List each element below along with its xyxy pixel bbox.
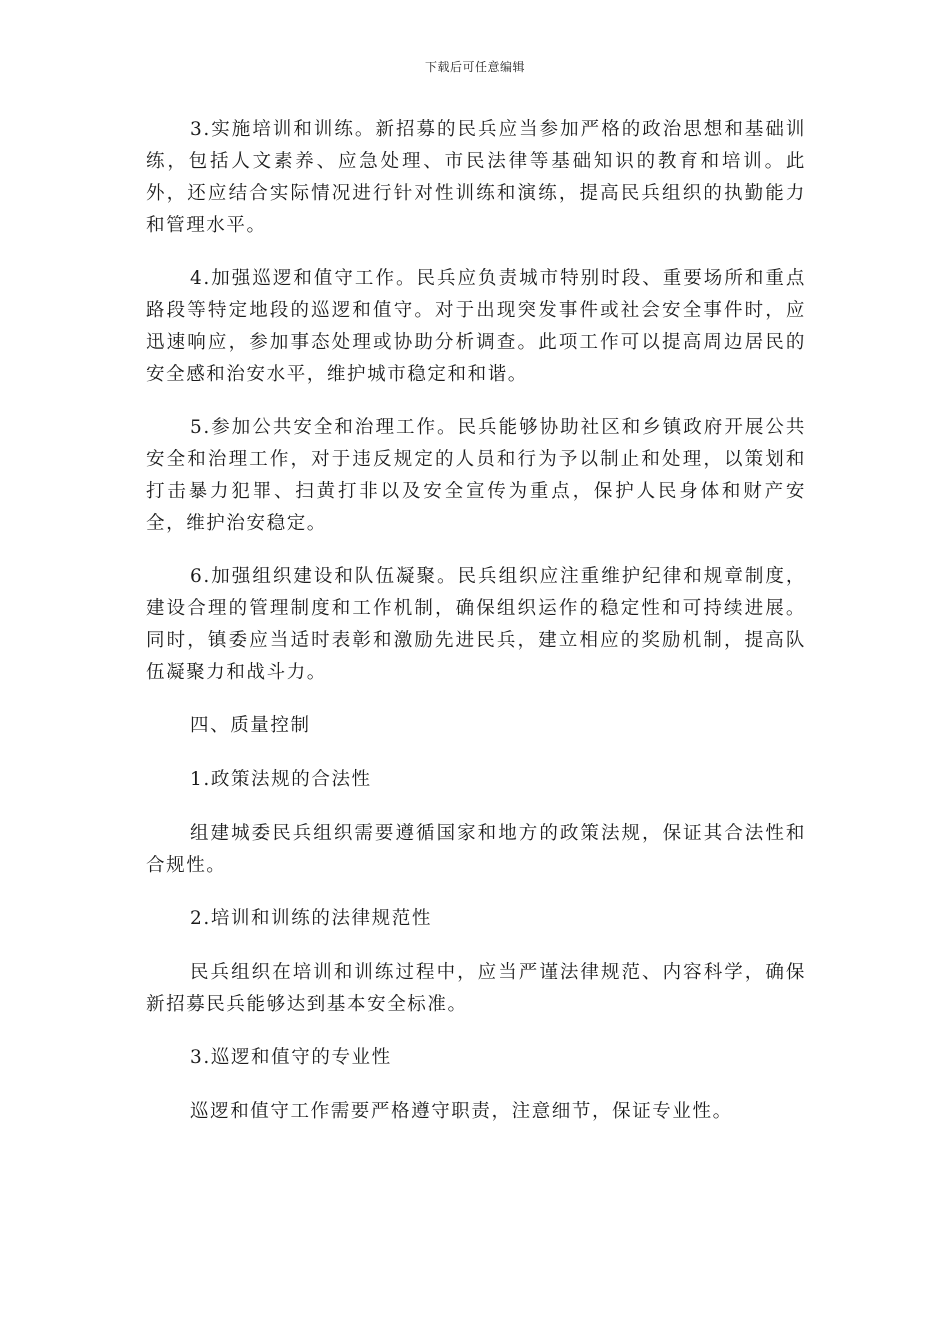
paragraph-training: 3.实施培训和训练。新招募的民兵应当参加严格的政治思想和基础训练，包括人文素养、应急处理、市民法律等基础知识的教育和培训。此外，还应结合实际情况进行针对性训练和演练，提高民兵组织的执勤能力和管理水平。 [146, 119, 806, 236]
paragraph-legality: 组建城委民兵组织需要遵循国家和地方的政策法规，保证其合法性和合规性。 [146, 823, 806, 876]
subheading-patrol-professionalism: 3.巡逻和值守的专业性 [190, 1047, 392, 1068]
page-header: 下载后可任意编辑 [424, 60, 525, 74]
document-body [146, 114, 806, 1149]
section-heading-quality-control: 四、质量控制 [190, 715, 311, 736]
paragraph-training-norms: 民兵组织在培训和训练过程中，应当严谨法律规范、内容科学，确保新招募民兵能够达到基本安全标准。 [146, 962, 806, 1015]
paragraph-patrol-professionalism: 巡逻和值守工作需要严格遵守职责，注意细节，保证专业性。 [190, 1101, 733, 1122]
paragraph-public-safety: 5.参加公共安全和治理工作。民兵能够协助社区和乡镇政府开展公共安全和治理工作，对于违反规定的人员和行为予以制止和处理，以策划和打击暴力犯罪、扫黄打非以及安全宣传为重点，保护人民身体和财产安全，维护治安稳定。 [146, 417, 806, 534]
paragraph-organization: 6.加强组织建设和队伍凝聚。民兵组织应注重维护纪律和规章制度，建设合理的管理制度和工作机制，确保组织运作的稳定性和可持续进展。同时，镇委应当适时表彰和激励先进民兵，建立相应的奖励机制，提高队伍凝聚力和战斗力。 [146, 566, 806, 683]
subheading-legality: 1.政策法规的合法性 [190, 769, 372, 790]
paragraph-patrol: 4.加强巡逻和值守工作。民兵应负责城市特别时段、重要场所和重点路段等特定地段的巡逻和值守。对于出现突发事件或社会安全事件时，应迅速响应，参加事态处理或协助分析调查。此项工作可以提高周边居民的安全感和治安水平，维护城市稳定和和谐。 [146, 268, 806, 385]
subheading-training-norms: 2.培训和训练的法律规范性 [190, 908, 432, 929]
